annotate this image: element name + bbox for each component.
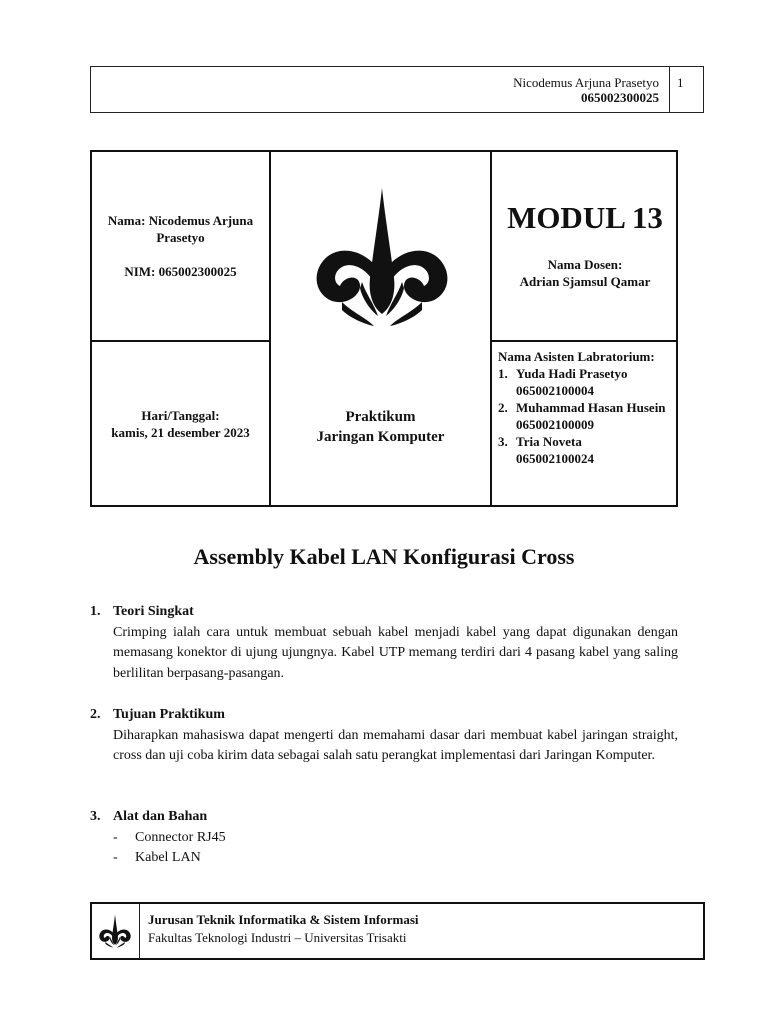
asisten-nim: 065002100004 [516,383,594,398]
section-tujuan-praktikum [90,705,678,767]
section-number: 3. [90,809,101,824]
material-name: Connector RJ45 [135,829,226,845]
asisten-name: Yuda Hadi Prasetyo [516,366,628,381]
asisten-cell [498,348,676,467]
asisten-num: 2. [498,400,508,415]
student-name: Nama: Nicodemus Arjuna Prasetyo [107,213,254,245]
page-footer [90,902,705,960]
document-title: Assembly Kabel LAN Konfigurasi Cross [193,544,575,569]
footer-divider [139,904,140,958]
header-author-nim: 065002300025 [581,90,659,105]
asisten-label: Nama Asisten Labratorium: [498,349,655,364]
section-title: Tujuan Praktikum [113,707,225,722]
asisten-item [498,399,676,433]
section-text: Crimping ialah cara untuk membuat sebuah kabel menjadi kabel yang dapat digunakan dengan memasang konektor di ujung ujungnya. Kabel UTP memang terdiri dari 4 pasang kabel yang saling berlilitan berpasang-pasangan. [113,624,678,681]
section-heading [90,705,678,726]
section-heading [90,807,678,828]
material-name: Kabel LAN [135,850,201,865]
page-header [90,66,704,113]
modul-title: MODUL 13 [507,200,663,235]
material-item: - Kabel LAN [113,848,678,869]
section-heading [90,602,678,623]
practicum-cell [271,407,490,447]
header-divider [669,67,670,112]
info-table [90,150,678,507]
dosen-name: Adrian Sjamsul Qamar [519,274,651,289]
footer-text [148,911,419,947]
material-item: - Connector RJ45 [113,828,678,849]
footer-faculty: Fakultas Teknologi Industri – Universitas Trisakti [148,930,407,945]
asisten-item [498,433,676,467]
section-number: 1. [90,604,101,619]
asisten-num: 1. [498,366,508,381]
asisten-name: Tria Noveta [516,434,582,449]
footer-logo [96,914,134,950]
date-label: Hari/Tanggal: [141,407,220,423]
asisten-name: Muhammad Hasan Husein [516,400,666,415]
asisten-nim: 065002100009 [516,417,594,432]
section-alat-bahan [90,807,678,869]
section-text: Diharapkan mahasiswa dapat mengerti dan memahami dasar dari membuat kabel jaringan straight, cross dan uji coba kirim data sebagai salah satu perangkat implementasi dari Jaringan Komputer. [113,727,678,763]
section-title: Teori Singkat [113,604,194,619]
university-logo [312,186,452,336]
practicum-line2: Jaringan Komputer [316,429,445,445]
table-divider-right-row [490,340,676,342]
asisten-num: 3. [498,434,508,449]
material-list [113,828,678,869]
date-value: kamis, 21 desember 2023 [111,424,250,440]
header-author [513,75,659,105]
section-title: Alat dan Bahan [113,809,208,824]
asisten-nim: 065002100024 [516,451,594,466]
practicum-line1: Praktikum [345,409,416,425]
asisten-list [498,365,676,467]
asisten-item [498,365,676,399]
header-author-name: Nicodemus Arjuna Prasetyo [513,75,659,90]
section-teori-singkat [90,602,678,684]
student-nim: NIM: 065002300025 [124,264,237,279]
dosen-cell [492,256,678,290]
section-number: 2. [90,707,101,722]
table-divider-left [269,152,271,505]
student-info-cell [92,152,269,340]
date-cell [92,342,269,505]
footer-department: Jurusan Teknik Informatika & Sistem Informasi [148,912,419,927]
dosen-label: Nama Dosen: [547,257,623,272]
page-number: 1 [677,75,684,90]
